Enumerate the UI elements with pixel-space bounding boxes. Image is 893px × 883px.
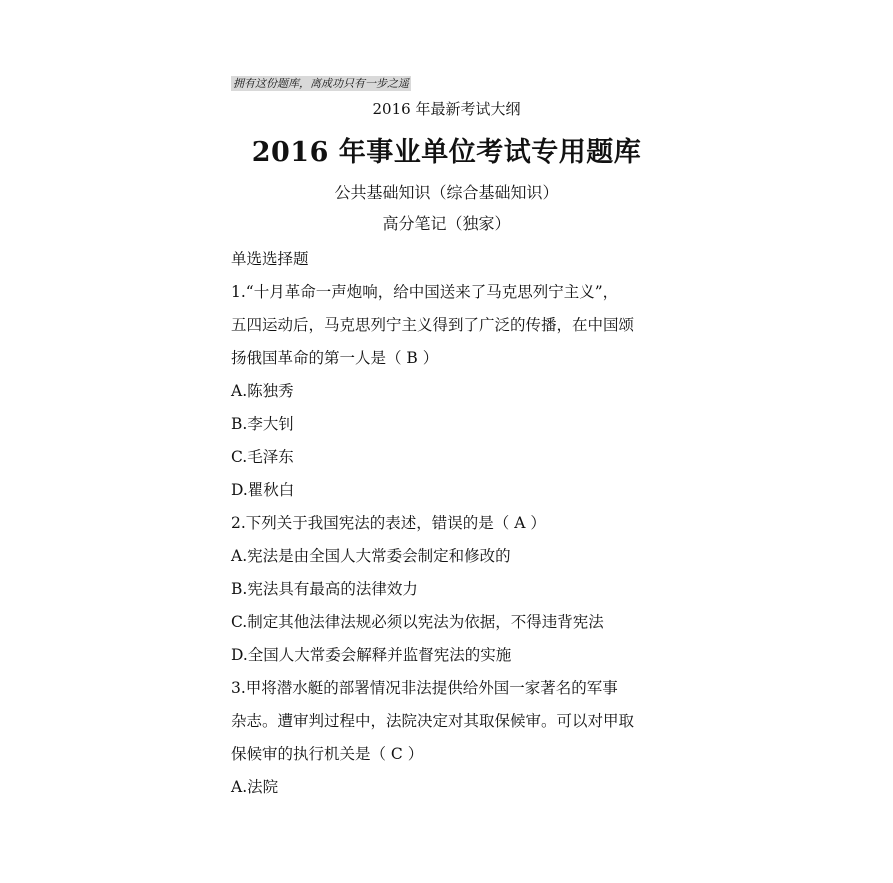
question-1-option-a: A.陈独秀 [231, 382, 294, 400]
question-3-line-2: 杂志。遭审判过程中，法院决定对其取保候审。可以对甲取 [231, 712, 635, 730]
section-label: 单选选择题 [231, 250, 309, 268]
question-1-line-1: 1.“十月革命一声炮响，给中国送来了马克思列宁主义”， [231, 283, 619, 301]
page-title: 2016 年事业单位考试专用题库 [251, 137, 642, 168]
subject-heading: 公共基础知识（综合基础知识） [334, 183, 559, 202]
question-list [231, 243, 681, 804]
question-2-stem: 2.下列关于我国宪法的表述，错误的是（ A ） [231, 514, 546, 532]
question-1-option-c: C.毛泽东 [231, 448, 294, 466]
question-3-line-3: 保候审的执行机关是（ C ） [231, 745, 424, 763]
tagline: 拥有这份题库，离成功只有一步之遥 [233, 77, 409, 90]
question-2-option-c: C.制定其他法律法规必须以宪法为依据，不得违背宪法 [231, 613, 604, 631]
exam-outline-year: 2016 年最新考试大纲 [372, 100, 521, 118]
question-3-line-1: 3.甲将潜水艇的部署情况非法提供给外国一家著名的军事 [231, 679, 618, 697]
question-1-line-3: 扬俄国革命的第一人是（ B ） [231, 349, 439, 367]
question-1-option-b: B.李大钊 [231, 415, 294, 433]
question-2-option-a: A.宪法是由全国人大常委会制定和修改的 [231, 547, 511, 565]
question-1-option-d: D.瞿秋白 [231, 481, 295, 499]
question-2-option-d: D.全国人大常委会解释并监督宪法的实施 [231, 646, 512, 664]
question-3-option-a: A.法院 [231, 778, 279, 796]
notes-heading: 高分笔记（独家） [382, 214, 511, 233]
question-2-option-b: B.宪法具有最高的法律效力 [231, 580, 418, 598]
question-1-line-2: 五四运动后，马克思列宁主义得到了广泛的传播，在中国颂 [231, 316, 635, 334]
